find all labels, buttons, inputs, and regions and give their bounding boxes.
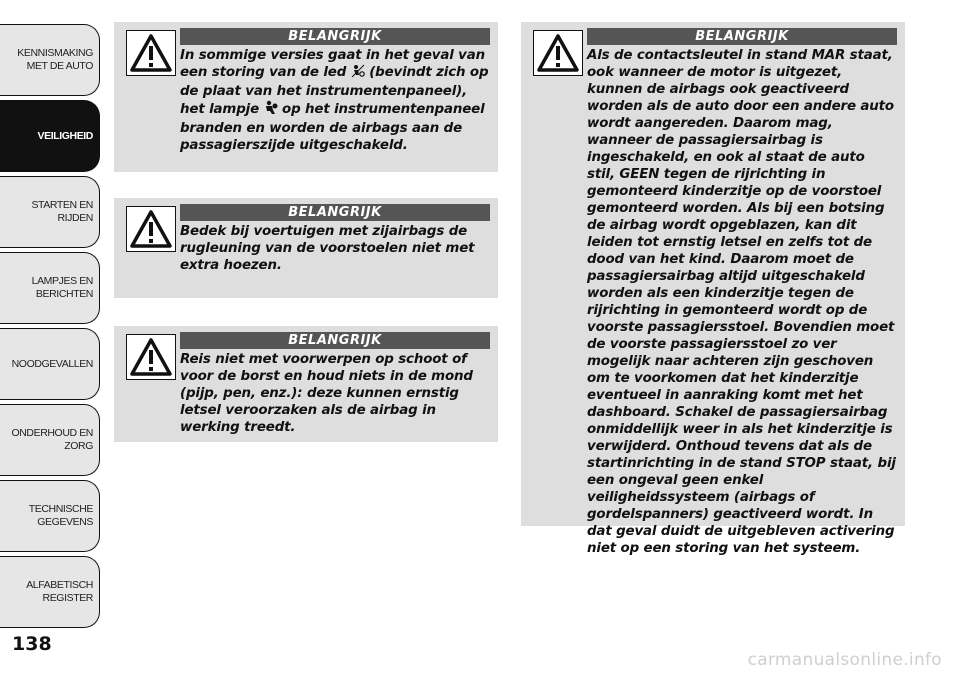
warning-box — [114, 22, 498, 172]
tab-onderhoud-en-zorg[interactable] — [0, 404, 100, 476]
warning-box — [114, 326, 498, 442]
warning-triangle-icon — [126, 334, 176, 380]
warning-text-part: op het instrumentenpaneel branden en worden de airbags aan de passagierszijde uitgeschakeld. — [180, 102, 485, 153]
tab-label: TECHNISCHE GEGEVENS — [28, 503, 93, 528]
tab-label: KENNISMAKING MET DE AUTO — [17, 47, 93, 72]
warning-triangle-icon — [126, 206, 176, 252]
warning-header — [122, 332, 490, 380]
tab-noodgevallen[interactable] — [0, 328, 100, 400]
warning-text: Reis niet met voorwerpen op schoot of voor de borst en houd niets in de mond (pijp, pen, enz.): deze kunnen ernstig letsel veroorzaken als de airbag in werking treedt. — [180, 352, 473, 435]
warning-header — [122, 204, 490, 252]
warning-text: Als de contactsleutel in stand MAR staat, ook wanneer de motor is uitgezet, kunnen de airbags ook geactiveerd worden als de auto door een andere auto wordt aangereden. Daarom mag, wanneer de passagiersairbag is ingeschakeld, en ook al staat de auto stil, GEEN tegen de rijrichting in gemonteerd kinderzitje op de voorstoel gemonteerd worden. Als bij een botsing de airbag wordt opgeblazen, kan dit leiden tot ernstig letsel en zelfs tot de dood van het kind. Daarom moet de passagiersairbag altijd uitgeschakeld worden als een kinderzitje tegen de rijrichting in gemonteerd wordt op de voorste passagiersstoel. Bovendien moet de voorste passagiersstoel zo ver mogelijk naar achteren zijn geschoven om te voorkomen dat het kinderzitje eventueel in aanraking komt met het dashboard. Schakel de passagiersairbag onmiddellijk weer in als het kinderzitje is verwijderd. Onthoud tevens dat als de startinrichting in de stand STOP staat, bij een ongeval geen enkel veiligheidssysteem (airbags of gordelspanners) geactiveerd wordt. In dat geval duidt de uitgebleven activering niet op een storing van het systeem. — [587, 48, 896, 556]
warning-header — [529, 28, 897, 76]
airbag-warning-lamp-icon — [264, 100, 278, 120]
tab-alfabetisch-register[interactable] — [0, 556, 100, 628]
warning-title: BELANGRIJK — [180, 204, 490, 221]
warning-title: BELANGRIJK — [180, 332, 490, 349]
tab-technische-gegevens[interactable] — [0, 480, 100, 552]
tab-label: LAMPJES EN BERICHTEN — [31, 275, 93, 300]
warning-box — [521, 22, 905, 556]
warning-triangle-icon — [533, 30, 583, 76]
warning-text-part: In sommige versies gaat in het geval van een storing van de led — [180, 48, 486, 80]
tab-veiligheid[interactable] — [0, 100, 100, 172]
warning-box — [114, 198, 498, 298]
page-number: 138 — [12, 633, 52, 655]
warning-triangle-icon — [126, 30, 176, 76]
warning-text-part: (bevindt zich op de plaat van het instrumentenpaneel), het lampje — [180, 65, 489, 117]
warning-title: BELANGRIJK — [180, 28, 490, 45]
tab-label: NOODGEVALLEN — [11, 357, 93, 370]
watermark: carmanualsonline.info — [747, 650, 942, 670]
tab-label: STARTEN EN RIJDEN — [31, 199, 93, 224]
warning-text: Bedek bij voertuigen met zijairbags de rugleuning van de voorstoelen niet met extra hoezen. — [180, 224, 475, 273]
tab-lampjes-en-berichten[interactable] — [0, 252, 100, 324]
tab-label: VEILIGHEID — [37, 129, 93, 142]
warning-title: BELANGRIJK — [587, 28, 897, 45]
warning-header — [122, 28, 490, 76]
tab-starten-en-rijden[interactable] — [0, 176, 100, 248]
tab-kennismaking[interactable] — [0, 24, 100, 96]
tab-label: ALFABETISCH REGISTER — [26, 579, 93, 604]
tab-label: ONDERHOUD EN ZORG — [11, 427, 93, 452]
